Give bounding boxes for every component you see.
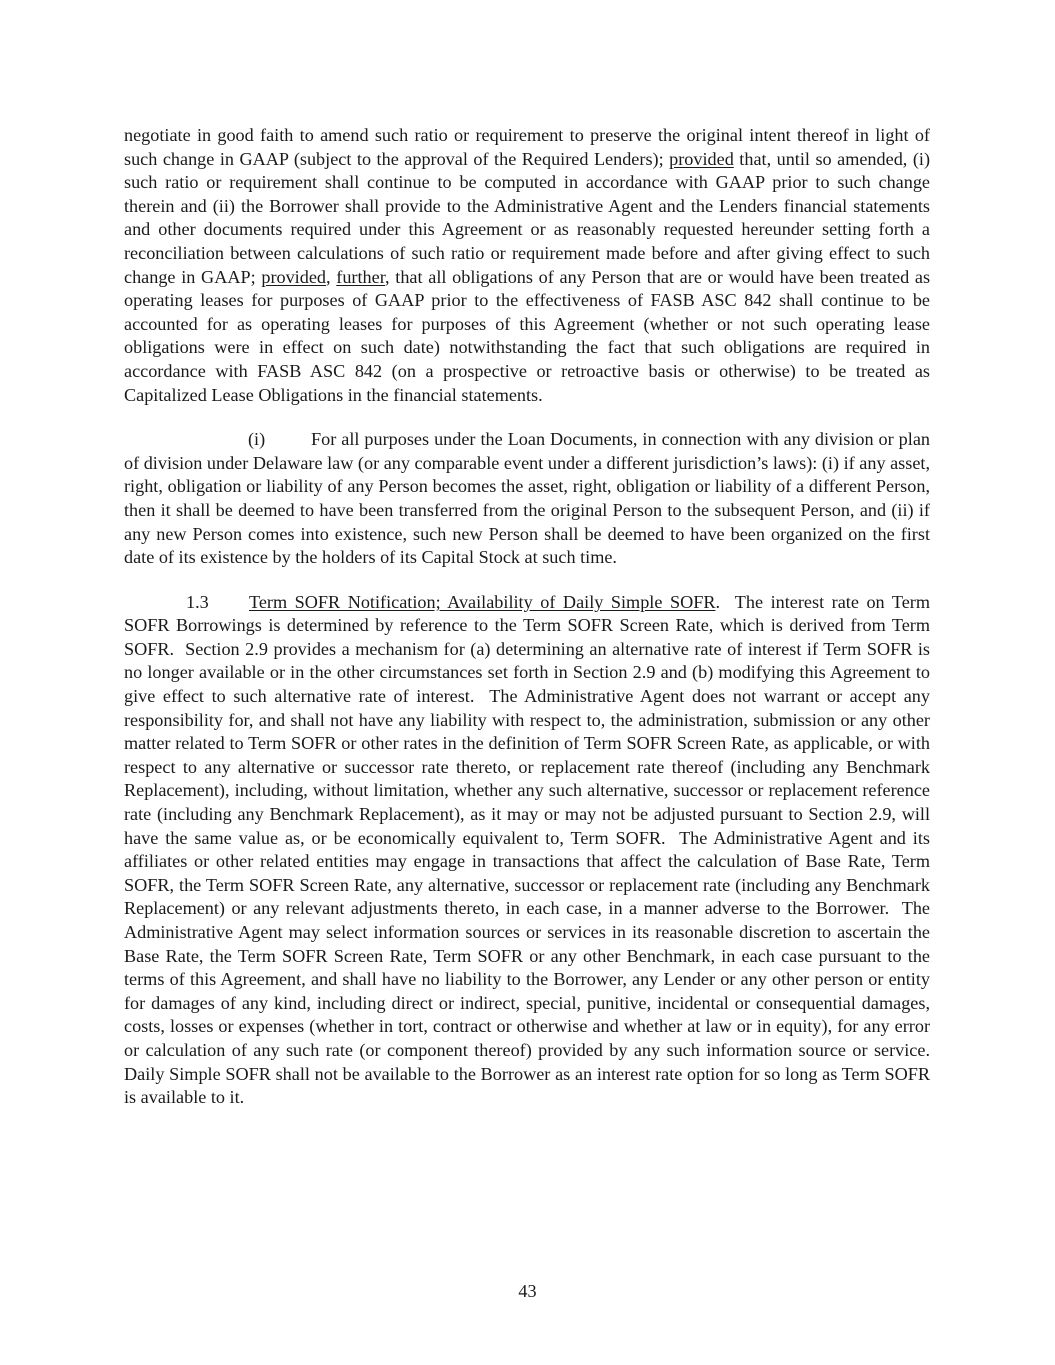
text-run: negotiate in good faith to amend such ratio or requirement to preserve the original intent thereof in light of such change in GAAP (subject to the approval of the Required Lenders); <box>124 125 930 169</box>
section-number: 1.3 <box>186 591 209 612</box>
section-text: The interest rate on Term SOFR Borrowings is determined by reference to the Term SOFR Screen Rate, which is derived from Term SOFR. Section 2.9 provides a mechanism for (a) determining an alternative rate of interest if Term SOFR is no longer available or in the other circumstances set forth in Section 2.9 and (b) modifying this Agreement to give effect to such alternative rate of interest. The Administrative Agent does not warrant or accept any responsibility for, and shall not have any liability with respect to, the administration, submission or any other matter related to Term SOFR or other rates in the definition of Term SOFR Screen Rate, as applicable, or with respect to any alternative or successor rate thereto, or replacement rate thereof (including any Benchmark Replacement), including, without limitation, whether any such alternative, successor or replacement reference rate (including any Benchmark Replacement), as it may or may not be adjusted pursuant to Section 2.9, will have the same value as, or be economically equivalent to, Term SOFR. The Administrative Agent and its affiliates or other related entities may engage in transactions that affect the calculation of Base Rate, Term SOFR, the Term SOFR Screen Rate, any alternative, successor or replacement rate (including any Benchmark Replacement) or any relevant adjustments thereto, in each case, in a manner adverse to the Borrower. The Administrative Agent may select information sources or services in its reasonable discretion to ascertain the Base Rate, the Term SOFR Screen Rate, Term SOFR or any other Benchmark, in each case pursuant to the terms of this Agreement, and shall have no liability to the Borrower, any Lender or any other person or entity for damages of any kind, including direct or indirect, special, punitive, incidental or consequential damages, costs, losses or expenses (whether in tort, contract or otherwise and whether at law or in equity), for any error or calculation of any such rate (or component thereof) provided by any such information source or service. Daily Simple SOFR shall not be available to the Borrower as an interest rate option for so long as Term SOFR is available to it. <box>124 591 940 1108</box>
clause-number: (i) <box>248 429 266 450</box>
text-run: , that all obligations of any Person that are or would have been treated as operating leases for purposes of GAAP prior to the effectiveness of FASB ASC 842 shall continue to be accounted for as operating leases for purposes of this Agreement (whether or not such operating lease obligations were in effect on such date) notwithstanding the fact that such obligations are required in accordance with FASB ASC 842 (on a prospective or retroactive basis or otherwise) to be treated as Capitalized Lease Obligations in the financial statements. <box>124 266 931 405</box>
further-underlined: further <box>336 266 386 287</box>
text-run: that, until so amended, (i) such ratio or requirement shall continue to be computed in accordance with GAAP prior to such change therein and (ii) the Borrower shall provide to the Administrative Agent and the Lenders financial statements and other documents required under this Agreement or as reasonably requested hereunder setting forth a reconciliation between calculations of such ratio or requirement made before and after giving effect to such change in GAAP; <box>124 148 930 287</box>
paragraph-division <box>124 428 930 570</box>
heading-period: . <box>715 591 721 612</box>
clause-text: For all purposes under the Loan Documents, in connection with any division or plan of division under Delaware law (or any comparable event under a different jurisdiction’s laws): (i) if any asset, right, obligation or liability of any Person becomes the asset, right, obligation or liability of a different Person, then it shall be deemed to have been transferred from the original Person to the subsequent Person, and (ii) if any new Person comes into existence, such new Person shall be deemed to have been organized on the first date of its existence by the holders of its Capital Stock at such time. <box>124 429 930 568</box>
paragraph-gaap-continued <box>124 124 930 407</box>
page-number: 43 <box>518 1281 537 1301</box>
text-run: , <box>326 266 337 287</box>
provided-underlined: provided <box>669 148 734 169</box>
section-1-3 <box>124 591 940 1110</box>
section-heading: Term SOFR Notification; Availability of Daily Simple SOFR <box>249 591 716 612</box>
document-body <box>124 124 940 1110</box>
provided-underlined: provided <box>261 266 326 287</box>
